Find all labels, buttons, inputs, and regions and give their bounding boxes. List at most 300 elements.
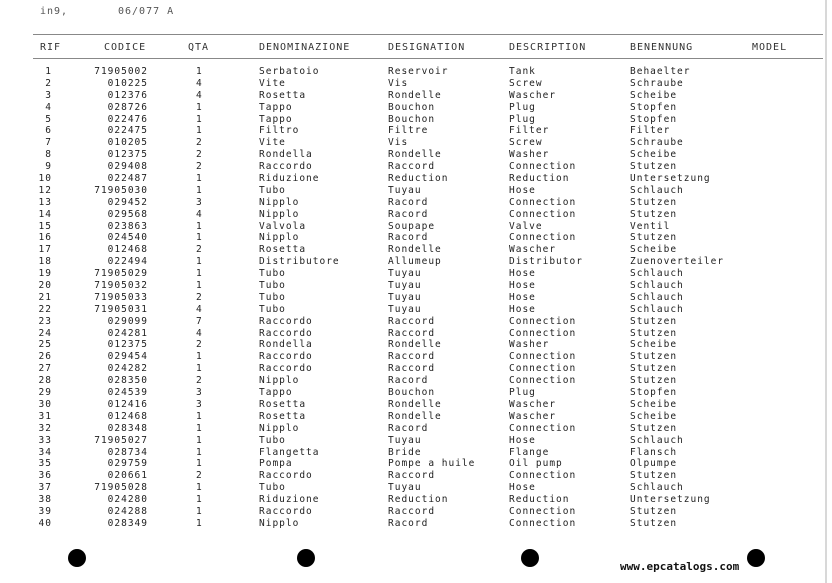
table-row [0,482,832,494]
parts-table [0,66,832,530]
designation-cell: Reduction [388,173,449,185]
denominazione-cell: Vite [259,137,286,149]
codice-cell: 028726 [107,101,148,113]
codice-cell: 010205 [107,137,148,149]
description-cell: Wascher [509,410,557,422]
table-row [0,90,832,102]
rif-cell: 15 [38,220,52,232]
qta-cell: 3 [196,387,203,399]
description-cell: Screw [509,77,543,89]
codice-cell: 024539 [107,387,148,399]
description-cell: Connection [509,232,577,244]
denominazione-cell: Raccordo [259,161,313,173]
qta-cell: 2 [196,291,203,303]
rif-cell: 30 [38,398,52,410]
qta-cell: 2 [196,339,203,351]
description-cell: Connection [509,315,577,327]
table-row [0,125,832,137]
codice-cell: 022475 [107,125,148,137]
header-reference: 06/077 A [118,6,175,17]
description-cell: Connection [509,351,577,363]
qta-cell: 1 [196,268,203,280]
benennung-cell: Scheibe [630,244,678,256]
designation-cell: Tuyau [388,268,422,280]
benennung-cell: Stutzen [630,375,678,387]
denominazione-cell: Raccordo [259,470,313,482]
rif-cell: 22 [38,303,52,315]
codice-cell: 71905028 [94,482,148,494]
table-row [0,114,832,126]
designation-cell: Tuyau [388,482,422,494]
qta-cell: 1 [196,446,203,458]
denominazione-cell: Rondella [259,149,313,161]
column-header-benennung: BENENNUNG [630,42,694,53]
description-cell: Connection [509,517,577,529]
punch-hole [521,549,539,567]
codice-cell: 029759 [107,458,148,470]
denominazione-cell: Rondella [259,339,313,351]
codice-cell: 024540 [107,232,148,244]
table-row [0,185,832,197]
qta-cell: 4 [196,208,203,220]
benennung-cell: Scheibe [630,149,678,161]
codice-cell: 028348 [107,422,148,434]
qta-cell: 2 [196,470,203,482]
benennung-cell: Stopfen [630,113,678,125]
denominazione-cell: Tappo [259,113,293,125]
table-row [0,232,832,244]
benennung-cell: Schlauch [630,434,684,446]
benennung-cell: Stutzen [630,363,678,375]
benennung-cell: Stutzen [630,232,678,244]
denominazione-cell: Rosetta [259,89,307,101]
denominazione-cell: Nipplo [259,208,300,220]
codice-cell: 024288 [107,505,148,517]
designation-cell: Raccord [388,327,436,339]
description-cell: Hose [509,184,536,196]
codice-cell: 029099 [107,315,148,327]
designation-cell: Raccord [388,315,436,327]
rif-cell: 40 [38,517,52,529]
rif-cell: 1 [45,66,52,77]
benennung-cell: Schraube [630,137,684,149]
description-cell: Washer [509,149,550,161]
rif-cell: 37 [38,482,52,494]
benennung-cell: Schlauch [630,303,684,315]
codice-cell: 71905027 [94,434,148,446]
rif-cell: 23 [38,315,52,327]
designation-cell: Bouchon [388,113,436,125]
codice-cell: 024282 [107,363,148,375]
benennung-cell: Stutzen [630,208,678,220]
column-header-qta: QTA [188,42,210,53]
denominazione-cell: Nipplo [259,196,300,208]
designation-cell: Racord [388,232,429,244]
denominazione-cell: Riduzione [259,494,320,506]
column-header-designation: DESIGNATION [388,42,466,53]
rif-cell: 39 [38,505,52,517]
qta-cell: 1 [196,351,203,363]
codice-cell: 029568 [107,208,148,220]
rif-cell: 34 [38,446,52,458]
table-row [0,399,832,411]
qta-cell: 2 [196,137,203,149]
qta-cell: 4 [196,303,203,315]
description-cell: Plug [509,113,536,125]
designation-cell: Rondelle [388,339,442,351]
codice-cell: 024281 [107,327,148,339]
header-rule [33,58,823,59]
rif-cell: 31 [38,410,52,422]
top-rule [33,34,823,35]
qta-cell: 1 [196,220,203,232]
table-row [0,173,832,185]
column-header-denominazione: DENOMINAZIONE [259,42,351,53]
table-row [0,292,832,304]
qta-cell: 4 [196,327,203,339]
rif-cell: 4 [45,101,52,113]
denominazione-cell: Nipplo [259,517,300,529]
designation-cell: Tuyau [388,434,422,446]
qta-cell: 1 [196,113,203,125]
designation-cell: Vis [388,137,409,149]
benennung-cell: Schlauch [630,291,684,303]
qta-cell: 1 [196,517,203,529]
denominazione-cell: Nipplo [259,232,300,244]
qta-cell: 4 [196,89,203,101]
benennung-cell: Filter [630,125,671,137]
qta-cell: 3 [196,398,203,410]
rif-cell: 35 [38,458,52,470]
rif-cell: 19 [38,268,52,280]
description-cell: Connection [509,505,577,517]
denominazione-cell: Filtro [259,125,300,137]
qta-cell: 2 [196,375,203,387]
benennung-cell: Schlauch [630,184,684,196]
codice-cell: 028350 [107,375,148,387]
denominazione-cell: Raccordo [259,327,313,339]
denominazione-cell: Tappo [259,387,293,399]
table-row [0,268,832,280]
description-cell: Connection [509,327,577,339]
designation-cell: Racord [388,422,429,434]
denominazione-cell: Raccordo [259,505,313,517]
qta-cell: 1 [196,173,203,185]
description-cell: Connection [509,161,577,173]
codice-cell: 012375 [107,339,148,351]
benennung-cell: Stutzen [630,351,678,363]
designation-cell: Bride [388,446,422,458]
designation-cell: Soupape [388,220,436,232]
designation-cell: Tuyau [388,291,422,303]
rif-cell: 24 [38,327,52,339]
table-row [0,339,832,351]
description-cell: Screw [509,137,543,149]
table-row [0,363,832,375]
designation-cell: Racord [388,208,429,220]
designation-cell: Racord [388,517,429,529]
benennung-cell: Stutzen [630,470,678,482]
codice-cell: 022476 [107,113,148,125]
codice-cell: 71905032 [94,280,148,292]
table-row [0,470,832,482]
rif-cell: 8 [45,149,52,161]
rif-cell: 16 [38,232,52,244]
denominazione-cell: Flangetta [259,446,320,458]
table-row [0,458,832,470]
description-cell: Reduction [509,494,570,506]
designation-cell: Rondelle [388,89,442,101]
description-cell: Filter [509,125,550,137]
rif-cell: 17 [38,244,52,256]
designation-cell: Raccord [388,505,436,517]
denominazione-cell: Distributore [259,256,340,268]
benennung-cell: Scheibe [630,89,678,101]
denominazione-cell: Serbatoio [259,66,320,77]
table-row [0,197,832,209]
rif-cell: 10 [38,173,52,185]
benennung-cell: Stutzen [630,315,678,327]
qta-cell: 1 [196,256,203,268]
benennung-cell: Stopfen [630,101,678,113]
description-cell: Connection [509,363,577,375]
benennung-cell: Stutzen [630,422,678,434]
rif-cell: 9 [45,161,52,173]
description-cell: Plug [509,101,536,113]
table-row [0,328,832,340]
qta-cell: 3 [196,196,203,208]
table-row [0,494,832,506]
punch-hole [747,549,765,567]
description-cell: Washer [509,339,550,351]
denominazione-cell: Tubo [259,434,286,446]
qta-cell: 1 [196,125,203,137]
benennung-cell: Schlauch [630,280,684,292]
denominazione-cell: Tubo [259,268,286,280]
rif-cell: 27 [38,363,52,375]
qta-cell: 1 [196,184,203,196]
designation-cell: Raccord [388,470,436,482]
rif-cell: 13 [38,196,52,208]
codice-cell: 71905029 [94,268,148,280]
rif-cell: 6 [45,125,52,137]
rif-cell: 3 [45,89,52,101]
benennung-cell: Ventil [630,220,671,232]
description-cell: Hose [509,280,536,292]
table-row [0,244,832,256]
qta-cell: 1 [196,422,203,434]
codice-cell: 022494 [107,256,148,268]
denominazione-cell: Tubo [259,291,286,303]
benennung-cell: Untersetzung [630,173,711,185]
rif-cell: 20 [38,280,52,292]
rif-cell: 12 [38,184,52,196]
qta-cell: 2 [196,161,203,173]
rif-cell: 36 [38,470,52,482]
designation-cell: Allumeup [388,256,442,268]
benennung-cell: Behaelter [630,66,691,77]
denominazione-cell: Tappo [259,101,293,113]
designation-cell: Rondelle [388,244,442,256]
designation-cell: Rondelle [388,410,442,422]
benennung-cell: Stutzen [630,196,678,208]
description-cell: Wascher [509,89,557,101]
denominazione-cell: Pompa [259,458,293,470]
table-row [0,102,832,114]
table-row [0,256,832,268]
denominazione-cell: Raccordo [259,363,313,375]
table-row [0,221,832,233]
qta-cell: 1 [196,494,203,506]
punch-hole [68,549,86,567]
benennung-cell: Flansch [630,446,678,458]
description-cell: Hose [509,303,536,315]
codice-cell: 029408 [107,161,148,173]
denominazione-cell: Rosetta [259,398,307,410]
codice-cell: 010225 [107,77,148,89]
codice-cell: 028349 [107,517,148,529]
rif-cell: 7 [45,137,52,149]
benennung-cell: Schlauch [630,268,684,280]
benennung-cell: Stutzen [630,517,678,529]
qta-cell: 2 [196,149,203,161]
designation-cell: Vis [388,77,409,89]
column-header-model: MODEL [752,42,788,53]
description-cell: Hose [509,434,536,446]
table-row [0,351,832,363]
rif-cell: 28 [38,375,52,387]
rif-cell: 29 [38,387,52,399]
punch-hole [297,549,315,567]
description-cell: Valve [509,220,543,232]
description-cell: Flange [509,446,550,458]
qta-cell: 7 [196,315,203,327]
description-cell: Tank [509,66,536,77]
qta-cell: 1 [196,66,203,77]
description-cell: Wascher [509,244,557,256]
rif-cell: 38 [38,494,52,506]
table-row [0,518,832,530]
table-row [0,149,832,161]
table-row [0,423,832,435]
designation-cell: Tuyau [388,280,422,292]
benennung-cell: Zuenoverteiler [630,256,725,268]
header-page-code: in9, [40,6,69,17]
designation-cell: Bouchon [388,101,436,113]
table-row [0,280,832,292]
qta-cell: 1 [196,458,203,470]
codice-cell: 029452 [107,196,148,208]
designation-cell: Rondelle [388,398,442,410]
codice-cell: 022487 [107,173,148,185]
qta-cell: 1 [196,232,203,244]
designation-cell: Raccord [388,363,436,375]
qta-cell: 1 [196,101,203,113]
description-cell: Connection [509,208,577,220]
rif-cell: 14 [38,208,52,220]
benennung-cell: Olpumpe [630,458,678,470]
codice-cell: 024280 [107,494,148,506]
denominazione-cell: Vite [259,77,286,89]
table-row [0,78,832,90]
denominazione-cell: Nipplo [259,422,300,434]
benennung-cell: Scheibe [630,398,678,410]
rif-cell: 25 [38,339,52,351]
codice-cell: 012375 [107,149,148,161]
description-cell: Connection [509,375,577,387]
designation-cell: Filtre [388,125,429,137]
codice-cell: 012376 [107,89,148,101]
rif-cell: 32 [38,422,52,434]
benennung-cell: Stopfen [630,387,678,399]
column-header-description: DESCRIPTION [509,42,587,53]
benennung-cell: Stutzen [630,161,678,173]
benennung-cell: Untersetzung [630,494,711,506]
denominazione-cell: Raccordo [259,351,313,363]
qta-cell: 1 [196,410,203,422]
designation-cell: Reduction [388,494,449,506]
denominazione-cell: Valvola [259,220,307,232]
codice-cell: 71905033 [94,291,148,303]
description-cell: Connection [509,422,577,434]
benennung-cell: Stutzen [630,505,678,517]
table-row [0,375,832,387]
description-cell: Reduction [509,173,570,185]
codice-cell: 012468 [107,244,148,256]
denominazione-cell: Tubo [259,184,286,196]
description-cell: Connection [509,470,577,482]
table-row [0,411,832,423]
description-cell: Hose [509,482,536,494]
codice-cell: 029454 [107,351,148,363]
designation-cell: Bouchon [388,387,436,399]
watermark-text: www.epcatalogs.com [620,560,740,573]
table-row [0,387,832,399]
column-header-rif: RIF [40,42,62,53]
description-cell: Plug [509,387,536,399]
codice-cell: 012468 [107,410,148,422]
denominazione-cell: Tubo [259,303,286,315]
rif-cell: 21 [38,291,52,303]
description-cell: Hose [509,291,536,303]
qta-cell: 4 [196,77,203,89]
description-cell: Wascher [509,398,557,410]
designation-cell: Reservoir [388,66,449,77]
table-row [0,137,832,149]
table-row [0,506,832,518]
table-row [0,447,832,459]
designation-cell: Racord [388,375,429,387]
qta-cell: 1 [196,363,203,375]
codice-cell: 71905030 [94,184,148,196]
description-cell: Connection [509,196,577,208]
denominazione-cell: Rosetta [259,410,307,422]
table-row [0,209,832,221]
denominazione-cell: Tubo [259,482,286,494]
column-header-codice: CODICE [104,42,147,53]
qta-cell: 1 [196,482,203,494]
designation-cell: Tuyau [388,303,422,315]
codice-cell: 028734 [107,446,148,458]
rif-cell: 2 [45,77,52,89]
description-cell: Oil pump [509,458,563,470]
table-row [0,435,832,447]
designation-cell: Pompe a huile [388,458,476,470]
rif-cell: 33 [38,434,52,446]
table-row [0,304,832,316]
benennung-cell: Schraube [630,77,684,89]
denominazione-cell: Riduzione [259,173,320,185]
